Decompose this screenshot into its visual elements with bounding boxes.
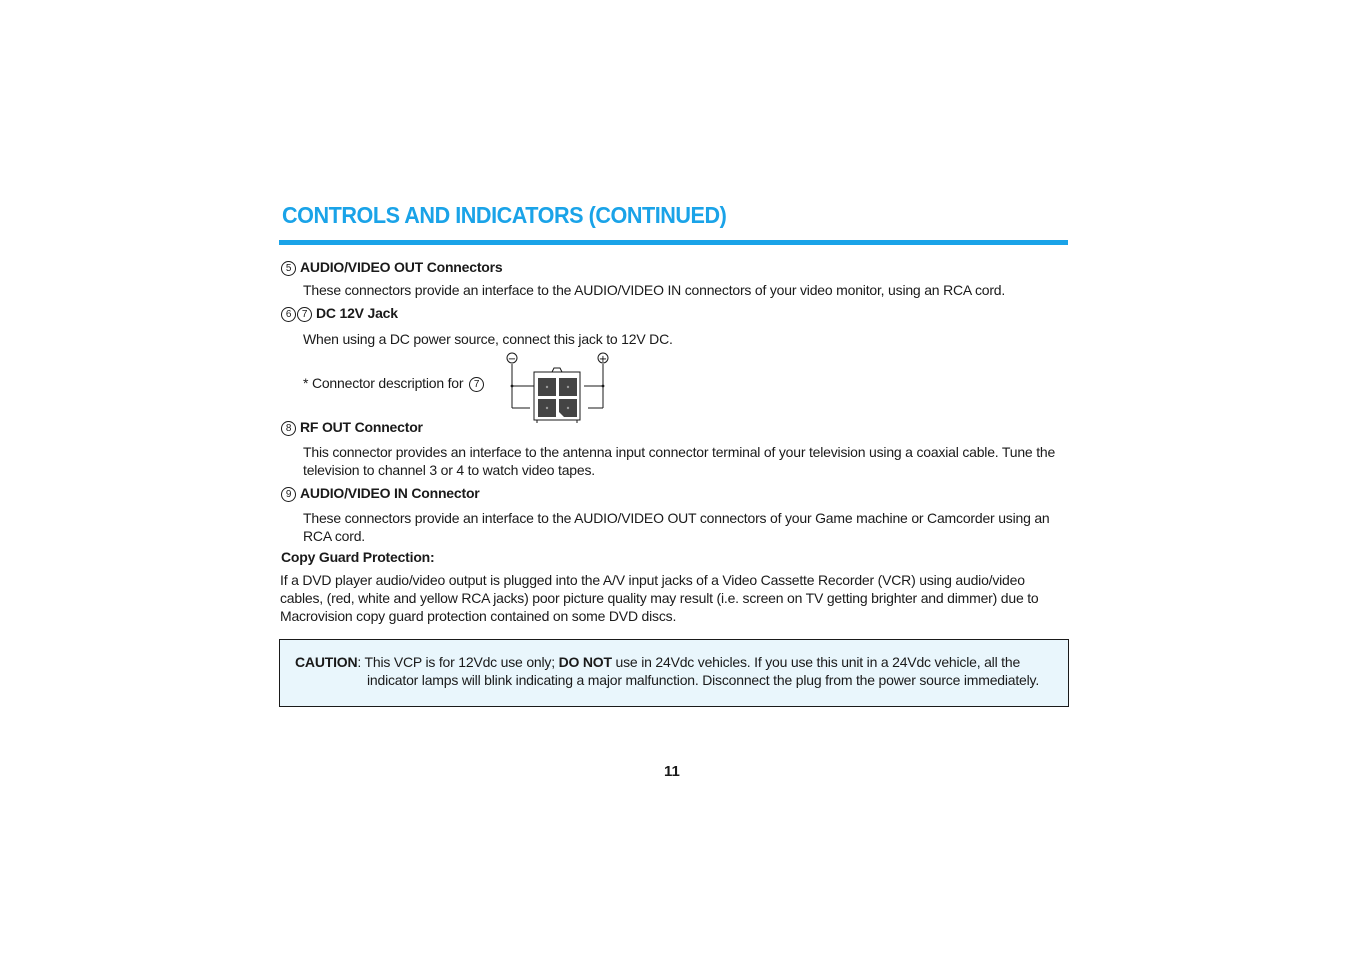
caution-box	[279, 639, 1069, 707]
svg-text:+: +	[598, 354, 608, 365]
section-heading-rf-out: 8 RF OUT Connector	[281, 419, 423, 436]
item-number-badge: 7	[297, 307, 312, 322]
item-number-badge: 6	[281, 307, 296, 322]
section-body-av-out: These connectors provide an interface to the AUDIO/VIDEO IN connectors of your video monitor, using an RCA cord.	[303, 282, 1006, 298]
section-heading-dc-jack: 6 7 DC 12V Jack	[281, 305, 398, 322]
svg-text:−: −	[507, 354, 517, 365]
section-body-rf-out: This connector provides an interface to the antenna input connector terminal of your television using a coaxial cable. Tune the television to channel 3 or 4 to watch video tapes.	[303, 444, 1056, 478]
minus-terminal-icon	[507, 353, 517, 365]
title-rule	[279, 240, 1068, 245]
copy-guard-heading: Copy Guard Protection:	[281, 549, 435, 565]
copy-guard-body: If a DVD player audio/video output is plugged into the A/V input jacks of a Video Cassette Recorder (VCR) using audio/video cables, (red, white and yellow RCA jacks) poor picture quality may result (i.e. screen on TV getting brighter and dimmer) due to Macrovision copy guard protection contained on some DVD discs.	[280, 572, 1039, 624]
item-number-badge: 8	[281, 421, 296, 436]
connector-note: * Connector description for 7	[303, 374, 488, 392]
section-heading-av-in: 9 AUDIO/VIDEO IN Connector	[281, 485, 480, 502]
page-number: 11	[664, 763, 680, 780]
item-number-badge: 5	[281, 261, 296, 276]
caution-line-1: CAUTION: This VCP is for 12Vdc use only; DO NOT use in 24Vdc vehicles. If you use this unit in a 24Vdc vehicle, all the	[295, 654, 1021, 670]
caution-label: CAUTION	[295, 654, 358, 670]
dc-connector-diagram	[500, 350, 615, 426]
page-title: CONTROLS AND INDICATORS (CONTINUED)	[282, 202, 727, 228]
section-body-dc-jack: When using a DC power source, connect this jack to 12V DC.	[303, 331, 673, 347]
plus-terminal-icon	[598, 353, 608, 365]
item-number-badge: 9	[281, 487, 296, 502]
section-body-av-in: These connectors provide an interface to the AUDIO/VIDEO OUT connectors of your Game machine or Camcorder using an RCA cord.	[303, 510, 1050, 544]
caution-line-2: indicator lamps will blink indicating a major malfunction. Disconnect the plug from the power source immediately.	[367, 672, 1040, 688]
section-heading-av-out: 5 AUDIO/VIDEO OUT Connectors	[281, 259, 502, 276]
item-number-badge: 7	[469, 377, 484, 392]
caution-emphasis: DO NOT	[558, 654, 612, 670]
